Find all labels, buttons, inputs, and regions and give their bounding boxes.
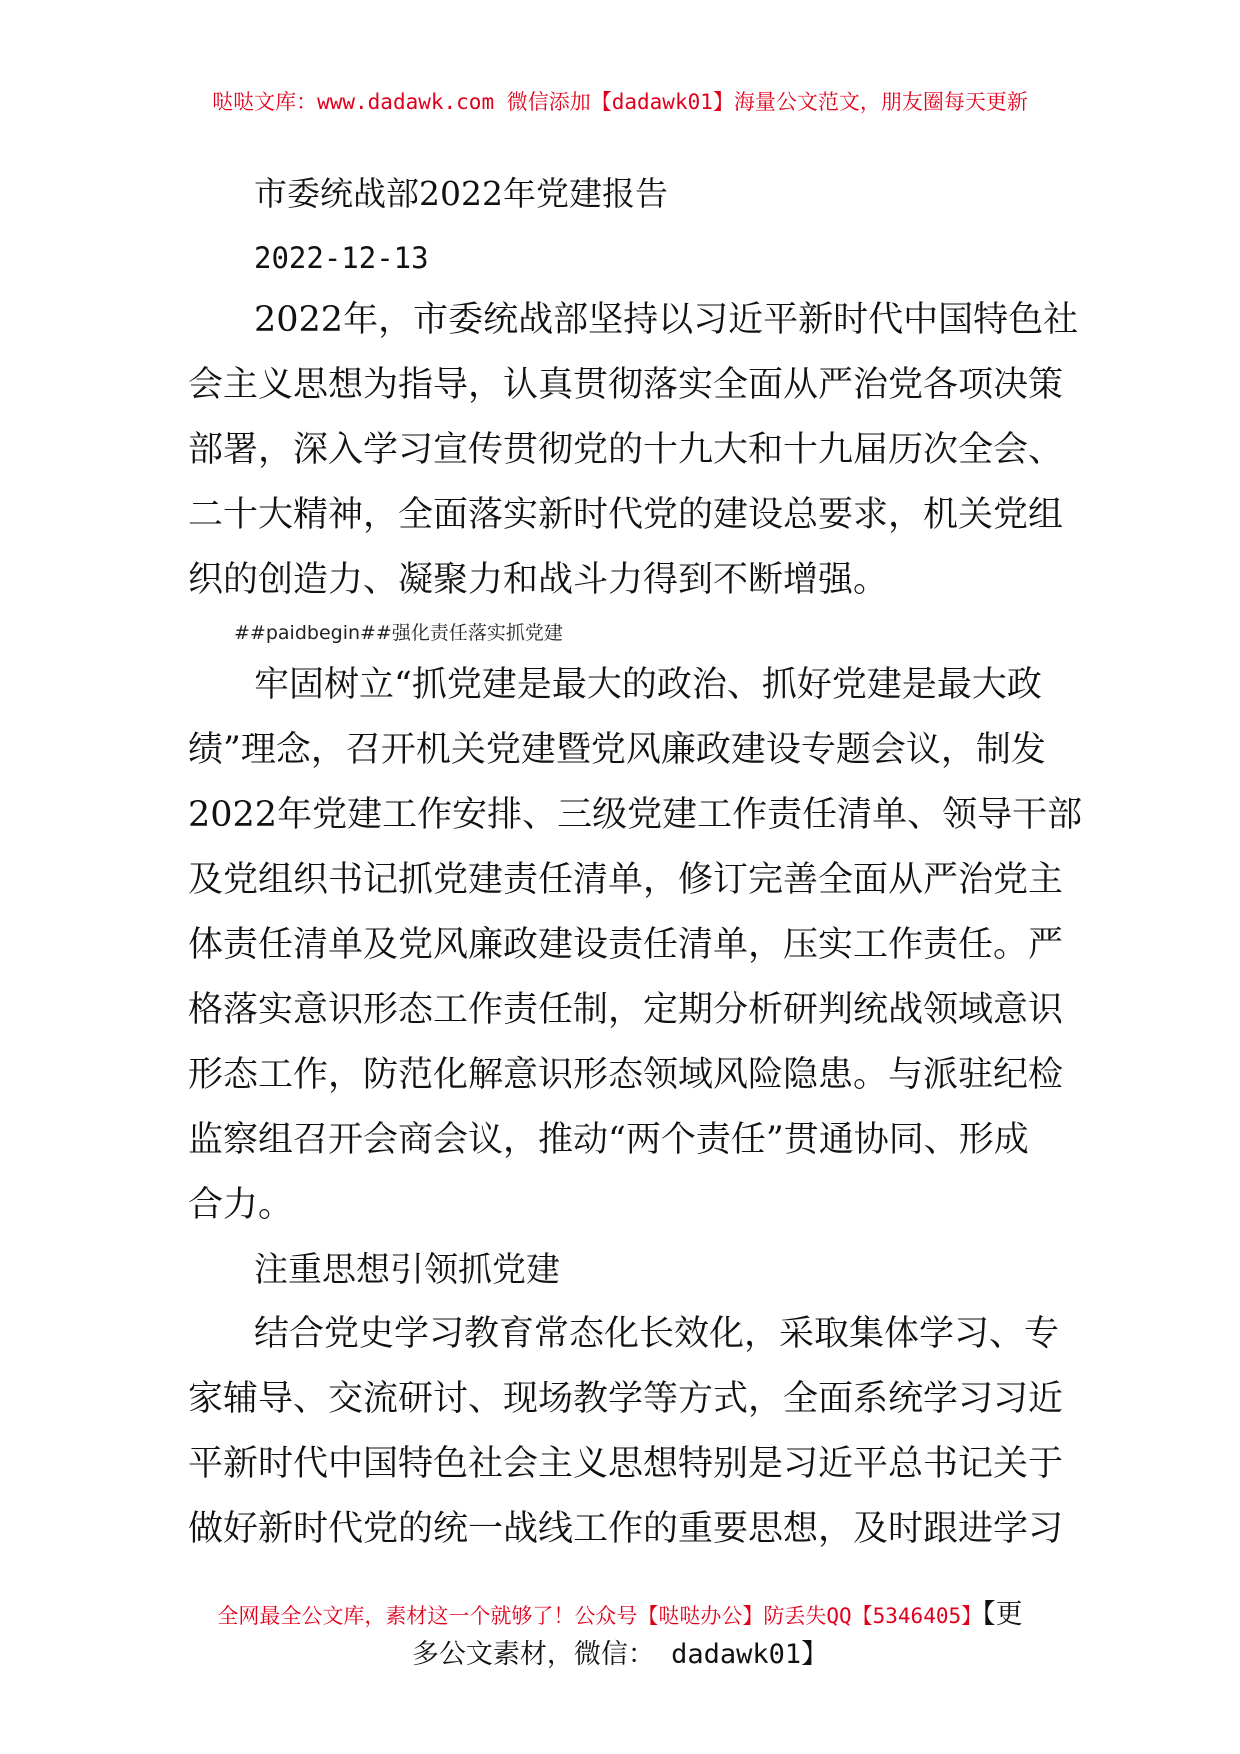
- paragraph-line: 家辅导、交流研讨、现场教学等方式，全面系统学习习近: [188, 1379, 1064, 1419]
- footer-more-text: 【更: [982, 1599, 1023, 1630]
- paragraph-line: 平新时代中国特色社会主义思想特别是习近平总书记关于: [188, 1444, 1064, 1484]
- paragraph-line: 监察组召开会商会议，推动“两个责任”贯通协同、形成: [188, 1120, 1029, 1160]
- section1-paragraph: [188, 653, 1083, 1238]
- paragraph-line: 及党组织书记抓党建责任清单，修订完善全面从严治党主: [188, 860, 1064, 900]
- footer-banner: [0, 1596, 1240, 1675]
- paid-marker-heading: ##paidbegin##强化责任落实抓党建: [234, 622, 563, 644]
- section2-paragraph: [188, 1302, 1064, 1562]
- paragraph-line: 2022年，市委统战部坚持以习近平新时代中国特色社: [254, 300, 1079, 340]
- footer-promo-text: 全网最全公文库，素材这一个就够了！公众号【哒哒办公】防丢失QQ【5346405】: [217, 1604, 983, 1628]
- footer-line-1: [0, 1596, 1240, 1635]
- header-banner: 哒哒文库：www.dadawk.com 微信添加【dadawk01】海量公文范文，朋友圈每天更新: [212, 90, 1028, 114]
- footer-wechat-text: 多公文素材，微信： dadawk01】: [411, 1639, 829, 1670]
- paragraph-line: 结合党史学习教育常态化长效化，采取集体学习、专: [254, 1314, 1060, 1354]
- paragraph-line: 体责任清单及党风廉政建设责任清单，压实工作责任。严: [188, 925, 1064, 965]
- paragraph-line: 绩”理念，召开机关党建暨党风廉政建设专题会议，制发: [188, 730, 1046, 770]
- paragraph-line: 合力。: [188, 1185, 294, 1225]
- paragraph-line: 做好新时代党的统一战线工作的重要思想，及时跟进学习: [188, 1509, 1064, 1549]
- paragraph-line: 形态工作，防范化解意识形态领域风险隐患。与派驻纪检: [188, 1055, 1064, 1095]
- paragraph-line: 2022年党建工作安排、三级党建工作责任清单、领导干部: [188, 795, 1083, 835]
- document-body: [188, 160, 1083, 1562]
- paragraph-line: 织的创造力、凝聚力和战斗力得到不断增强。: [188, 560, 889, 600]
- document-title: 市委统战部2022年党建报告: [254, 174, 668, 213]
- section2-heading: 注重思想引领抓党建: [254, 1250, 560, 1290]
- paragraph-line: 牢固树立“抓党建是最大的政治、抓好党建是最大政: [254, 665, 1042, 705]
- paragraph-line: 格落实意识形态工作责任制，定期分析研判统战领域意识: [188, 990, 1064, 1030]
- paragraph-line: 部署，深入学习宣传贯彻党的十九大和十九届历次全会、: [188, 430, 1064, 470]
- paragraph-line: 二十大精神，全面落实新时代党的建设总要求，机关党组: [188, 495, 1064, 535]
- paragraph-line: 会主义思想为指导，认真贯彻落实全面从严治党各项决策: [188, 365, 1064, 405]
- intro-paragraph: [188, 288, 1079, 613]
- document-date: 2022-12-13: [254, 241, 429, 275]
